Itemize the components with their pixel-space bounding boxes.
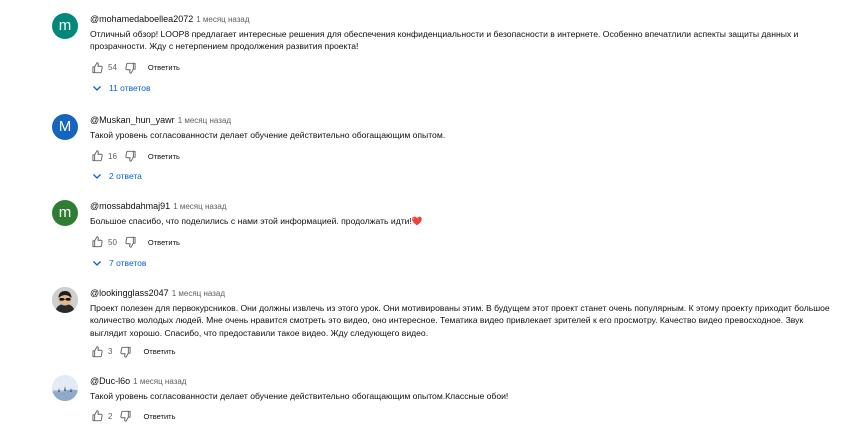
- replies-count: 2 ответа: [109, 171, 142, 181]
- comment-text: Проект полезен для первокурсников. Они должны извлечь из этого урок. Они мотивированы этим. В будущем этот проект станет очень популярным. К этому проекту приходит большое количество молодых людей. Мне очень нравится смотреть это видео, оно интересное. Тематика видео привлекает зрителей к его просмотру. Качество видео превосходное. Звук выглядит хорошо. Спасибо, что предоставили такое видео. Жду следующего видео.: [90, 303, 830, 338]
- show-replies-button[interactable]: [92, 83, 151, 93]
- comment-time[interactable]: 1 месяц назад: [133, 377, 187, 386]
- author-name[interactable]: @Muskan_hun_yawr: [90, 115, 175, 125]
- comment-header: [90, 375, 832, 388]
- comment-header: [90, 287, 832, 300]
- replies-count: 11 ответов: [109, 83, 151, 93]
- author-name[interactable]: @mossabdahmaj91: [90, 201, 171, 211]
- avatar-image: [52, 375, 78, 401]
- dislike-icon[interactable]: [124, 235, 138, 249]
- avatar[interactable]: m: [52, 13, 78, 39]
- show-replies-button[interactable]: [92, 171, 142, 181]
- comment-time[interactable]: 1 месяц назад: [171, 289, 226, 298]
- like-icon[interactable]: [90, 235, 104, 249]
- author-name[interactable]: @Duc-l6o: [90, 376, 131, 386]
- comment-actions: [90, 344, 832, 360]
- avatar-image: [52, 287, 78, 313]
- comment-actions: [90, 408, 832, 424]
- comment-body: [90, 375, 832, 424]
- like-icon[interactable]: [90, 149, 104, 163]
- reply-button[interactable]: Ответить: [143, 411, 176, 421]
- comment-time[interactable]: 1 месяц назад: [177, 116, 232, 125]
- reply-button[interactable]: Ответить: [147, 237, 180, 247]
- comment-body: [90, 200, 832, 250]
- like-icon[interactable]: [90, 61, 104, 75]
- author-name[interactable]: @lookingglass2047: [90, 288, 169, 298]
- comment-header: [90, 13, 832, 26]
- comment-actions: [90, 148, 832, 164]
- avatar[interactable]: [52, 287, 78, 313]
- comment-text: Отличный обзор! LOOP8 предлагает интересные решения для обеспечения конфиденциальности и безопасности в интернете. Особенно впечатлили аспекты защиты данных и прозрачности. Жду с нетерпением продолжения развития проекта!: [90, 29, 799, 52]
- like-count: 3: [108, 347, 113, 357]
- comment-body: [90, 13, 832, 76]
- dislike-icon[interactable]: [124, 61, 138, 75]
- like-count: 2: [108, 411, 113, 421]
- dislike-icon[interactable]: [119, 409, 133, 423]
- reply-button[interactable]: Ответить: [143, 347, 176, 357]
- chevron-down-icon: [92, 258, 102, 268]
- comment-header: [90, 114, 832, 127]
- comment-header: [90, 200, 832, 213]
- dislike-icon[interactable]: [124, 149, 138, 163]
- reply-button[interactable]: Ответить: [147, 151, 180, 161]
- like-count: 54: [108, 63, 117, 73]
- replies-count: 7 ответов: [109, 258, 147, 268]
- comment-time[interactable]: 1 месяц назад: [196, 15, 250, 24]
- comment-text: Такой уровень согласованности делает обучение действительно обогащающим опытом.: [90, 130, 446, 140]
- dislike-icon[interactable]: [119, 345, 133, 359]
- avatar[interactable]: m: [52, 200, 78, 226]
- show-replies-button[interactable]: [92, 258, 146, 268]
- avatar[interactable]: [52, 375, 78, 401]
- comment-text: Большое спасибо, что поделились с нами этой информацией. продолжать идти!❤️: [90, 216, 423, 226]
- comment-body: [90, 287, 832, 360]
- like-count: 16: [108, 151, 117, 161]
- reply-button[interactable]: Ответить: [147, 63, 180, 73]
- avatar[interactable]: M: [52, 114, 78, 140]
- comment-text: Такой уровень согласованности делает обучение действительно обогащающим опытом.Классные обои!: [90, 391, 509, 401]
- chevron-down-icon: [92, 171, 102, 181]
- author-name[interactable]: @mohamedaboellea2072: [90, 14, 194, 24]
- comment-time[interactable]: 1 месяц назад: [173, 202, 227, 211]
- comment-actions: [90, 60, 832, 76]
- chevron-down-icon: [92, 83, 102, 93]
- like-icon[interactable]: [90, 409, 104, 423]
- like-count: 50: [108, 237, 117, 247]
- like-icon[interactable]: [90, 345, 104, 359]
- comment-body: [90, 114, 832, 164]
- comment-actions: [90, 234, 832, 250]
- next-comment-partial: [90, 433, 120, 437]
